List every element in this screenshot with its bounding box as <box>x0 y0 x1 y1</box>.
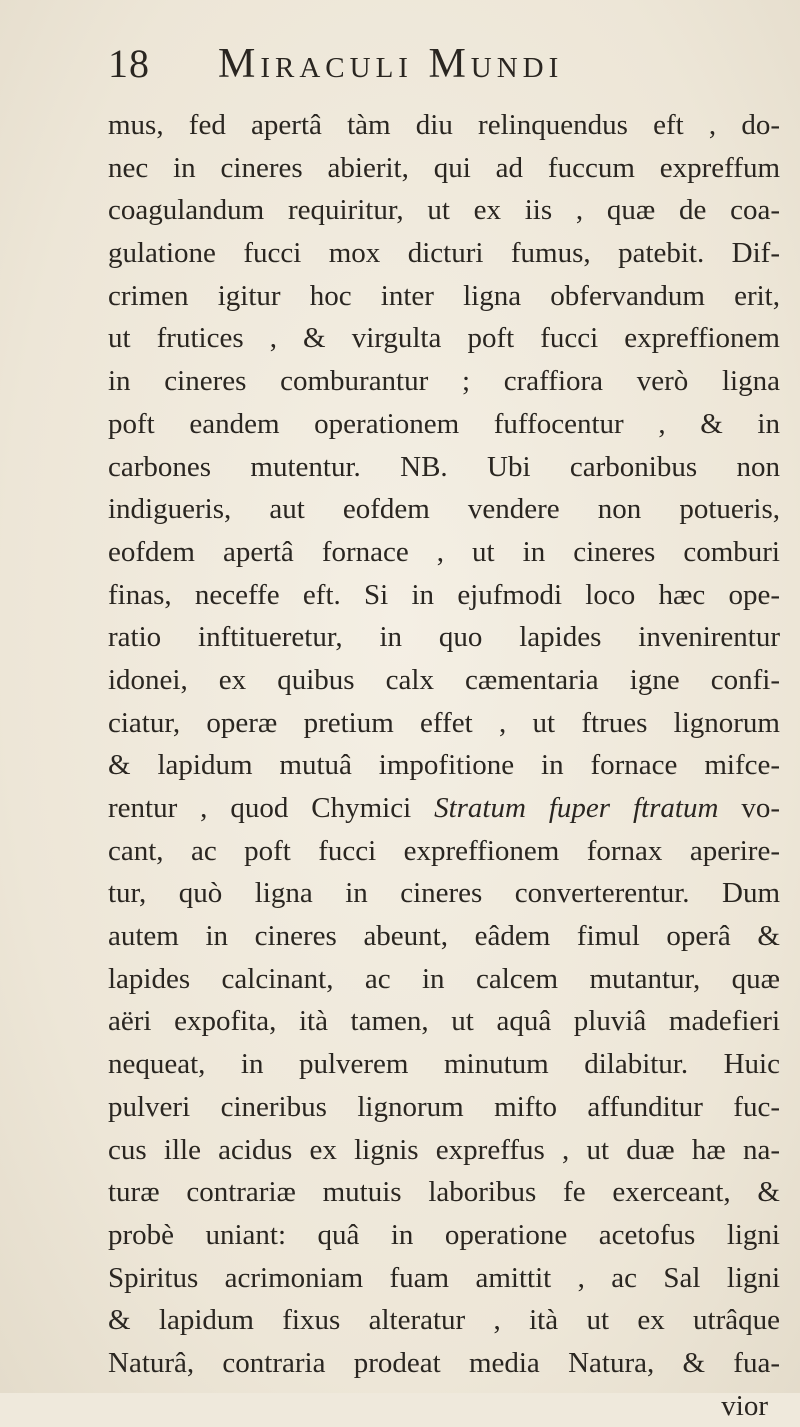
line-text-end: vo- <box>718 792 780 824</box>
catchword: vior <box>721 1389 768 1422</box>
body-text <box>108 104 780 1427</box>
text-line: Naturâ, contraria prodeat media Natura, & fua- <box>108 1346 780 1379</box>
text-line: finas, neceffe eft. Si in ejufmodi loco hæc ope- <box>108 578 780 611</box>
text-line: ciatur, operæ pretium effet , ut ftrues lignorum <box>108 706 780 739</box>
text-line: indigueris, aut eofdem vendere non potueris, <box>108 493 780 526</box>
page-header <box>108 40 768 100</box>
page-number: 18 <box>108 41 150 86</box>
text-line: ratio inftitueretur, in quo lapides invenirentur <box>108 621 780 654</box>
text-line: idonei, ex quibus calx cæmentaria igne confi- <box>108 663 780 696</box>
text-line-with-italic <box>108 787 780 830</box>
text-line: aëri expofita, ità tamen, ut aquâ pluviâ madefieri <box>108 1005 780 1038</box>
text-line: nec in cineres abierit, qui ad fuccum expreffum <box>108 151 780 184</box>
text-line: tur, quò ligna in cineres converterentur. Dum <box>108 877 780 910</box>
text-line: Spiritus acrimoniam fuam amittit , ac Sal ligni <box>108 1261 780 1294</box>
text-line: eofdem apertâ fornace , ut in cineres comburi <box>108 535 780 568</box>
text-line: carbones mutentur. NB. Ubi carbonibus non <box>108 450 780 483</box>
text-line: cus ille acidus ex lignis expreffus , ut duæ hæ na- <box>108 1133 780 1166</box>
text-line: cant, ac poft fucci expreffionem fornax aperire- <box>108 834 780 867</box>
text-line: crimen igitur hoc inter ligna obfervandum erit, <box>108 279 780 312</box>
text-line: autem in cineres abeunt, eâdem fimul operâ & <box>108 920 780 953</box>
text-line: poft eandem operationem fuffocentur , & in <box>108 407 780 440</box>
text-line: probè uniant: quâ in operatione acetofus ligni <box>108 1218 780 1251</box>
running-title: Miraculi Mundi <box>218 41 564 87</box>
italic-phrase: Stratum fuper ftratum <box>434 792 719 824</box>
text-line: turæ contrariæ mutuis laboribus fe exerceant, & <box>108 1176 780 1209</box>
text-line: lapides calcinant, ac in calcem mutantur, quæ <box>108 962 780 995</box>
text-line: coagulandum requiritur, ut ex iis , quæ de coa- <box>108 194 780 227</box>
text-line: pulveri cineribus lignorum mifto affunditur fuc- <box>108 1090 780 1123</box>
text-line: & lapidum fixus alteratur , ità ut ex utrâque <box>108 1304 780 1337</box>
text-line: in cineres comburantur ; craffiora verò ligna <box>108 365 780 398</box>
text-line: ut frutices , & virgulta poft fucci expreffionem <box>108 322 780 355</box>
line-text-start: rentur , quod Chymici <box>108 792 435 824</box>
text-line: nequeat, in pulverem minutum dilabitur. Huic <box>108 1048 780 1081</box>
text-line: mus, fed apertâ tàm diu relinquendus eft , do- <box>108 109 780 141</box>
text-line: & lapidum mutuâ impofitione in fornace mifce- <box>108 749 780 782</box>
text-line: gulatione fucci mox dicturi fumus, patebit. Dif- <box>108 237 780 270</box>
